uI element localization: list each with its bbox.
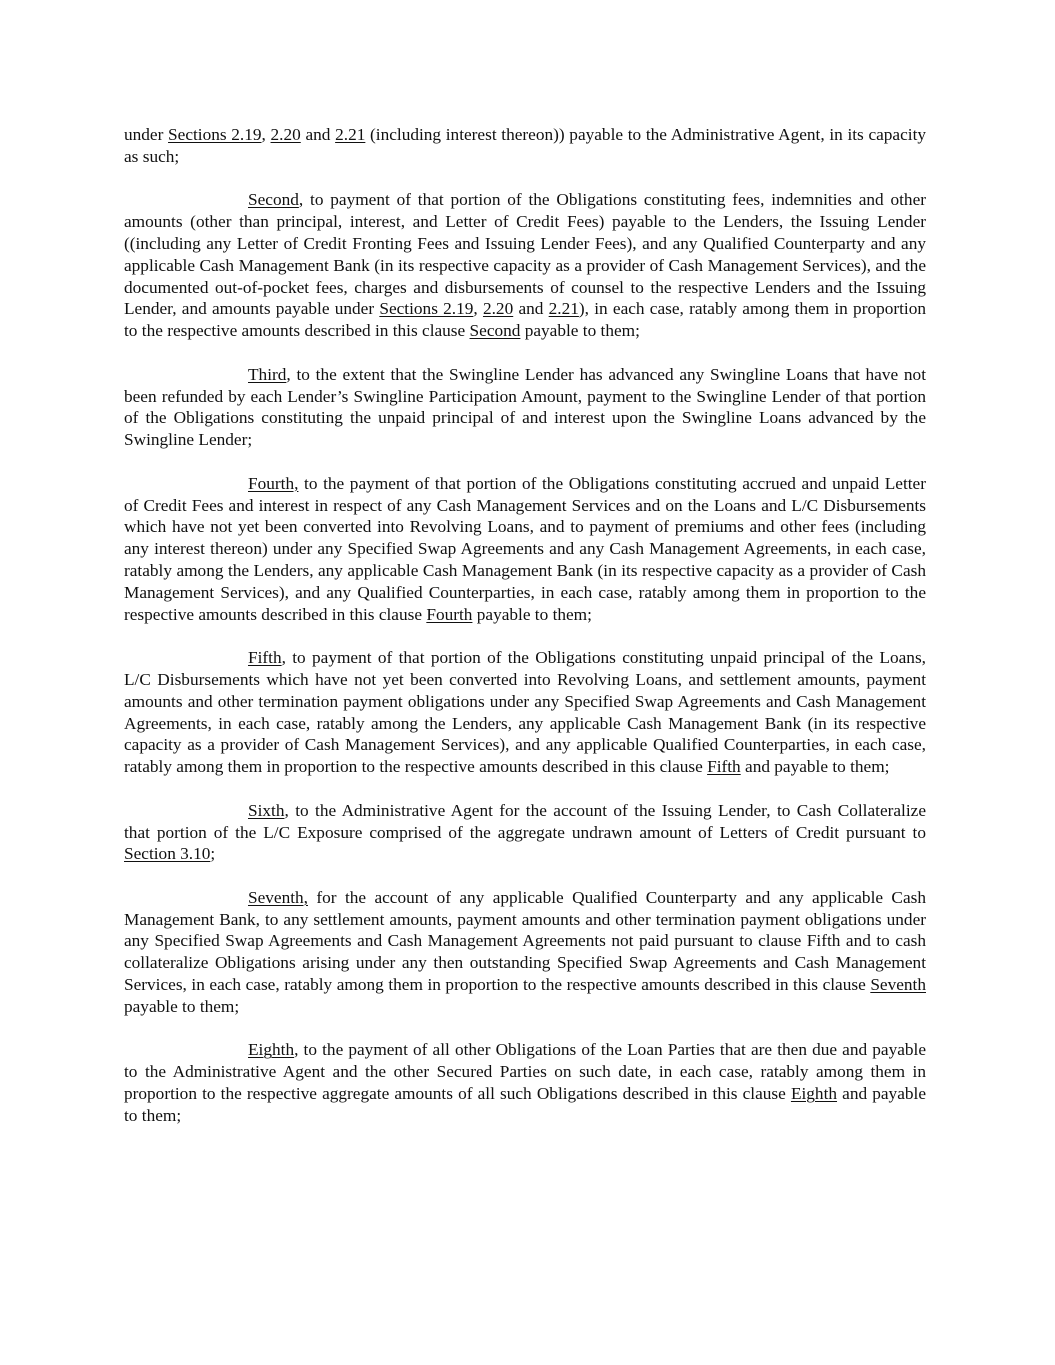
underlined-reference: Third xyxy=(248,364,287,384)
paragraph xyxy=(124,1039,926,1126)
paragraph-text: , to the extent that the Swingline Lender has advanced any Swingline Loans that have not been refunded by each Lender’s Swingline Participation Amount, payment to the Swingline Lender of that portion of the Obligations constituting the unpaid principal of and interest upon the Swingline Loans advanced by the Swingline Lender; xyxy=(124,364,926,450)
paragraph xyxy=(124,124,926,168)
paragraph xyxy=(124,887,926,1018)
paragraph-text: ), in each case, ratably among them in proportion to the respective amounts described in this clause xyxy=(124,299,927,341)
underlined-reference: Eighth xyxy=(248,1040,295,1060)
paragraph-text: (including interest thereon)) payable to the Administrative Agent, in its capacity as such; xyxy=(124,125,927,166)
document-page xyxy=(124,124,926,1148)
paragraph-text: for the account of any applicable Qualified Counterparty and any applicable Cash Management Bank, to any settlement amounts, payment amounts and other termination payment obligations under any Specified Swap Agreements and Cash Management Agreements not paid pursuant to clause Fifth and to cash collateralize Obligations arising under any then outstanding Specified Swap Agreements and Cash Management Services, in each case, ratably among them in proportion to the respective amounts described in this clause xyxy=(124,887,926,995)
paragraph-text: to the payment of that portion of the Obligations constituting accrued and unpaid Letter of Credit Fees and interest in respect of any Cash Management Services and on the Loans and L/C Disbursements which have not yet been converted into Revolving Loans, and to payment of premiums and other fees (including any interest thereon) under any Specified Swap Agreements and any Cash Management Agreements, in each case, ratably among the Lenders, any applicable Cash Management Bank (in its respective capacity as a provider of Cash Management Services), and any Qualified Counterparties, in each case, ratably among them in proportion to the respective amounts described in this clause xyxy=(124,473,926,624)
paragraph-text: ; xyxy=(210,844,216,864)
underlined-reference: 2.20 xyxy=(270,125,301,144)
paragraph-text: and payable to them; xyxy=(124,1084,926,1125)
underlined-reference: Second xyxy=(248,190,299,210)
paragraph-text: , to payment of that portion of the Obligations constituting unpaid principal of the Loans, L/C Disbursements which have not yet been converted into Revolving Loans, and settlement amounts, payment amounts and other termination payment obligations under any Specified Swap Agreements and Cash Management Agreements, in each case, ratably among the Lenders, any applicable Cash Management Bank (in its respective capacity as a provider of Cash Management Services), and any applicable Qualified Counterparties, in each case, ratably among them in proportion to the respective amounts described in this clause xyxy=(124,648,926,777)
paragraph-text: and payable to them; xyxy=(740,757,890,777)
underlined-reference: 2.21 xyxy=(335,125,366,144)
underlined-reference: Fourth xyxy=(426,604,473,624)
paragraph-text: under xyxy=(124,125,169,144)
underlined-reference: Seventh xyxy=(870,975,926,995)
paragraph xyxy=(124,647,926,778)
paragraph-text: , to payment of that portion of the Obligations constituting fees, indemnities and other amounts (other than principal, interest, and Letter of Credit Fees) payable to the Lenders, the Issuing Lender ((including any Letter of Credit Fronting Fees and Issuing Lender Fees), and any Qualified Counterparty and any applicable Cash Management Bank (in its respective capacity as a provider of Cash Management Services), and the documented out-of-pocket fees, charges and disbursements of counsel to the respective Lenders and the Issuing Lender, and amounts payable under xyxy=(124,190,926,319)
paragraph-text: , xyxy=(473,299,483,319)
underlined-reference: Sections 2.19 xyxy=(379,299,474,319)
paragraph-text: payable to them; xyxy=(520,321,640,341)
paragraph xyxy=(124,473,926,626)
underlined-reference: Sixth xyxy=(248,800,285,820)
paragraph-text: , xyxy=(261,125,271,144)
paragraph xyxy=(124,800,926,865)
underlined-reference: Section 3.10 xyxy=(124,844,211,864)
underlined-reference: 2.20 xyxy=(482,299,514,319)
paragraph-text: payable to them; xyxy=(124,996,240,1016)
paragraph xyxy=(124,189,926,342)
underlined-reference: Fourth, xyxy=(248,473,299,493)
underlined-reference: Fifth xyxy=(248,648,282,668)
underlined-reference: Eighth xyxy=(790,1084,838,1104)
underlined-reference: Second xyxy=(469,321,521,341)
paragraph-text: , to the payment of all other Obligations of the Loan Parties that are then due and payable to the Administrative Agent and the other Secured Parties on such date, in each case, ratably among them in proportion to the respective aggregate amounts of all such Obligations described in this clause xyxy=(124,1040,926,1104)
underlined-reference: Seventh, xyxy=(248,887,308,907)
paragraph-text: and xyxy=(513,299,549,319)
paragraph-text: payable to them; xyxy=(472,604,592,624)
underlined-reference: Fifth xyxy=(707,757,741,777)
paragraph-text: and xyxy=(300,125,336,144)
underlined-reference: Sections 2.19 xyxy=(168,125,262,144)
paragraph-text: , to the Administrative Agent for the account of the Issuing Lender, to Cash Collateralize that portion of the L/C Exposure comprised of the aggregate undrawn amount of Letters of Credit pursuant to xyxy=(124,800,926,842)
paragraph xyxy=(124,364,926,451)
underlined-reference: 2.21 xyxy=(548,299,579,319)
